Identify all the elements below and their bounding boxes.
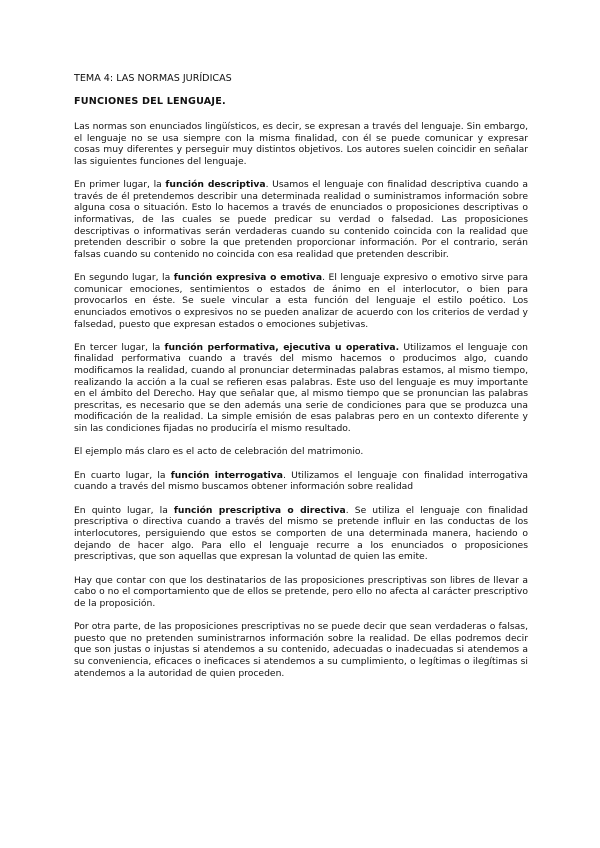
paragraph-lead: En segundo lugar, la xyxy=(74,272,174,284)
paragraph-text: . Se utiliza el lenguaje con finalidad prescriptiva o directiva cuando a través del mismo se pretende influir en las conductas de los interlocutores, persiguiendo que estos se comporten de una determinada manera, haciendo o dejando de hacer algo. Para ello el lenguaje recurre a los enunciados o proposiciones prescriptivas, que son aquellas que expresan la voluntad de quien las emite. xyxy=(74,504,528,563)
paragraph-text: El ejemplo más claro es el acto de celebración del matrimonio. xyxy=(74,446,364,458)
function-name-interrogative: función interrogativa xyxy=(170,469,283,481)
paragraph-interrogative-function xyxy=(74,470,528,493)
paragraph-lead: En primer lugar, la xyxy=(74,179,166,191)
paragraph-lead: En cuarto lugar, la xyxy=(74,469,171,481)
paragraph-prescriptive-function xyxy=(74,505,528,563)
paragraph-intro: Las normas son enunciados lingüísticos, es decir, se expresan a través del lenguaje. Sin embargo, el lenguaje no se usa siempre con la misma finalidad, con él se puede comunicar y expresar cosas muy diferentes y perseguir muy distintos objetivos. Los autores suelen coincidir en señalar las siguientes funciones del lenguaje. xyxy=(74,121,528,167)
paragraph-text: . El lenguaje expresivo o emotivo sirve para comunicar emociones, sentimientos o estados de ánimo en el interlocutor, o bien para provocarlos en éste. Se suele vincular a esta función del lenguaje el estilo poético. Los enunciados emotivos o expresivos no se pueden analizar de acuerdo con los criterios de verdad y falsedad, puesto que expresan estados o emociones subjetivas. xyxy=(74,272,528,330)
function-name-expressive: función expresiva o emotiva xyxy=(173,272,323,284)
paragraph-lead: En quinto lugar, la xyxy=(74,504,174,516)
paragraph-text: Utilizamos el lenguaje con finalidad performativa cuando a través del mismo hacemos o producimos algo, cuando modificamos la realidad, cuando al pronunciar determinadas palabras estamos, al mismo tiempo, realizando la acción a la cual se refieren esas palabras. Este uso del lenguaje es muy importante en el ámbito del Derecho. Hay que señalar que, al mismo tiempo que se pronuncian las palabras prescritas, es necesario que se den además una serie de condiciones para que se produzca una modificación de la realidad. La simple emisión de esas palabras pero en un contexto diferente y sin las condiciones fijadas no produciría el mismo resultado. xyxy=(74,341,528,435)
document-body xyxy=(74,73,528,691)
section-heading: FUNCIONES DEL LENGUAJE. xyxy=(74,96,226,107)
paragraph-performative-function xyxy=(74,342,528,435)
function-name-descriptive: función descriptiva xyxy=(165,179,266,191)
paragraph-lead: En tercer lugar, la xyxy=(74,341,165,353)
paragraph-text: . Utilizamos el lenguaje con finalidad interrogativa cuando a través del mismo buscamos obtener información sobre realidad xyxy=(74,469,528,493)
paragraph-recipients xyxy=(74,575,528,610)
function-name-performative: función performativa, ejecutiva u operativa. xyxy=(164,341,400,353)
paragraph-prescriptive-evaluation xyxy=(74,621,528,679)
paragraph-text: . Usamos el lenguaje con finalidad descriptiva cuando a través de él pretendemos describir una determinada realidad o suministramos información sobre alguna cosa o situación. Esto lo hacemos a través de enunciados o proposiciones descriptivas o informativas, de las cuales se puede predicar su verdad o falsedad. Las proposiciones descriptivas o informativas serán verdaderas cuando su contenido coincida con la realidad que pretenden describir o sobre la que pretenden proporcionar información. Por el contrario, serán falsas cuando su contenido no coincida con esa realidad que pretenden describir. xyxy=(74,179,528,260)
paragraph-text: Por otra parte, de las proposiciones prescriptivas no se puede decir que sean verdaderas o falsas, puesto que no pretenden suministrarnos información sobre la realidad. De ellas podremos decir que son justas o injustas si atendemos a su contenido, adecuadas o inadecuadas si atendemos a su conveniencia, eficaces o ineficaces si atendemos a su cumplimiento, o legítimas o ilegítimas si atendemos a la autoridad de quien proceden. xyxy=(74,621,528,679)
paragraph-marriage-example xyxy=(74,446,528,458)
paragraph-descriptive-function xyxy=(74,179,528,260)
paragraph-expressive-function xyxy=(74,272,528,330)
paragraph-text: Hay que contar con que los destinatarios de las proposiciones prescriptivas son libres de llevar a cabo o no el comportamiento que de ellos se pretende, pero ello no afecta al carácter prescriptivo de la proposición. xyxy=(74,574,528,609)
function-name-prescriptive: función prescriptiva o directiva xyxy=(173,504,346,516)
document-title: TEMA 4: LAS NORMAS JURÍDICAS xyxy=(74,73,232,84)
